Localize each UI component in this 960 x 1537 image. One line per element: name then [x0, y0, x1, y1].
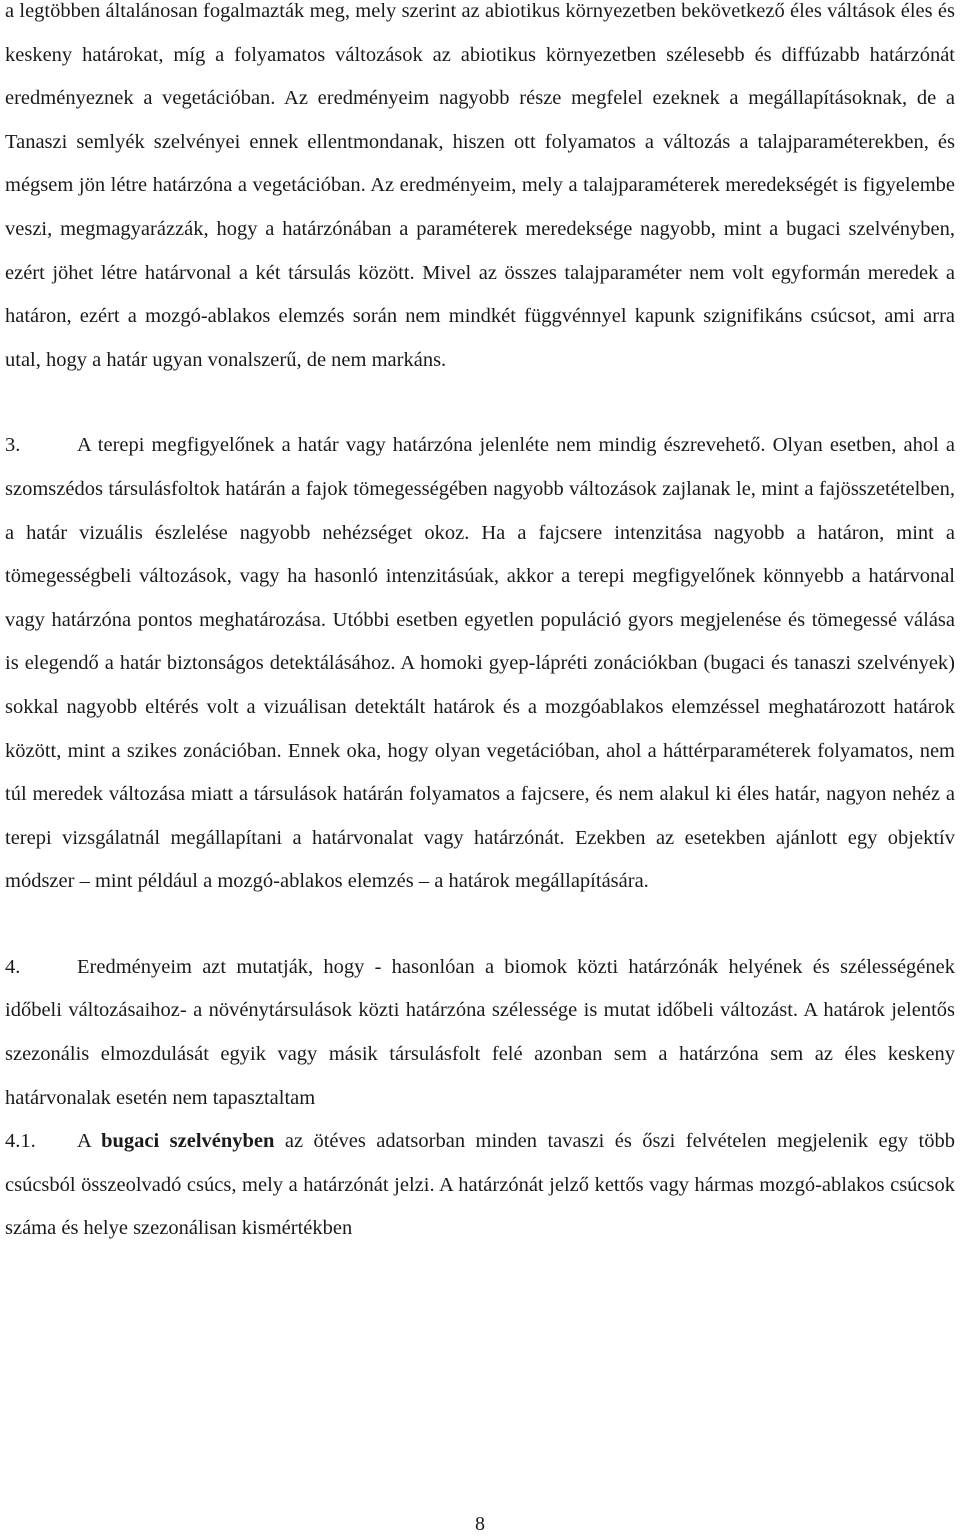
paragraph-4-number: 4.: [5, 955, 21, 978]
paragraph-4-1-text-post: az ötéves adatsorban minden tavaszi és őszi felvételen megjelenik egy több csúcsból összeolvadó csúcs, mely a határzónát jelzi. A határzónát jelző kettős vagy hármas mozgó-ablakos csúcsok száma és helye szezonálisan kismértékben: [5, 1130, 955, 1240]
paragraph-spacer: [5, 904, 955, 946]
paragraph-4-text: Eredményeim azt mutatják, hogy - hasonlóan a biomok közti határzónák helyének és szélességének időbeli változásaihoz- a növénytársulások közti határzóna szélessége is mutat időbeli változást. A határok jelentős szezonális elmozdulását egyik vagy másik társulásfolt felé azonban sem a határzóna sem az éles keskeny határvonalak esetén nem tapasztaltam: [5, 955, 955, 1109]
paragraph-4: [5, 946, 955, 1120]
paragraph-intro-text: a legtöbben általánosan fogalmazták meg, mely szerint az abiotikus környezetben bekövetkező éles váltások éles és keskeny határokat, míg a folyamatos változások az abiotikus környezetben szélesebb és diffúzabb határzónát eredményeznek a vegetációban. Az eredményeim nagyobb része megfelel ezeknek a megállapításoknak, de a Tanaszi semlyék szelvényei ennek ellentmondanak, hiszen ott folyamatos a változás a talajparaméterekben, és mégsem jön létre határzóna a vegetációban. Az eredményeim, mely a talajparaméterek meredekségét is figyelembe veszi, megmagyarázzák, hogy a határzónában a paraméterek meredeksége nagyobb, mint a bugaci szelvényben, ezért jöhet létre határvonal a két társulás között. Mivel az összes talajparaméter nem volt egyformán meredek a határon, ezért a mozgó-ablakos elemzés során nem mindkét függvénnyel kapunk szignifikáns csúcsot, ami arra utal, hogy a határ ugyan vonalszerű, de nem markáns.: [5, 0, 955, 371]
paragraph-3-number: 3.: [5, 434, 21, 457]
paragraph-4-1-bold-term: bugaci szelvényben: [101, 1130, 275, 1153]
paragraph-3-text: A terepi megfigyelőnek a határ vagy határzóna jelenléte nem mindig észrevehető. Olyan esetben, ahol a szomszédos társulásfoltok határán a fajok tömegességében nagyobb változások zajlanak le, mint a fajösszetételben, a határ vizuális észlelése nagyobb nehézséget okoz. Ha a fajcsere intenzitása nagyobb a határon, mint a tömegességbeli változások, vagy ha hasonló intenzitásúak, akkor a terepi megfigyelőnek könnyebb a határvonal vagy határzóna pontos meghatározása. Utóbbi esetben egyetlen populáció gyors megjelenése és tömegessé válása is elegendő a határ biztonságos detektálásához. A homoki gyep-lápréti zonációkban (bugaci és tanaszi szelvények) sokkal nagyobb eltérés volt a vizuálisan detektált határok és a mozgóablakos elemzéssel meghatározott határok között, mint a szikes zonációban. Ennek oka, hogy olyan vegetációban, ahol a háttérparaméterek folyamatos, nem túl meredek változása miatt a társulások határán folyamatos a fajcsere, és nem alakul ki éles határ, nagyon nehéz a terepi vizsgálatnál megállapítani a határvonalat vagy határzónát. Ezekben az esetekben ajánlott egy objektív módszer – mint például a mozgó-ablakos elemzés – a határok megállapítására.: [5, 434, 955, 893]
paragraph-3: [5, 424, 955, 904]
paragraph-4-1-number: 4.1.: [5, 1130, 36, 1153]
paragraph-intro: [5, 0, 955, 382]
paragraph-4-1-text-pre: A: [77, 1130, 102, 1153]
paragraph-spacer: [5, 382, 955, 424]
document-page: [5, 0, 955, 1251]
page-number: 8: [475, 1513, 485, 1535]
paragraph-4-1: [5, 1120, 955, 1251]
